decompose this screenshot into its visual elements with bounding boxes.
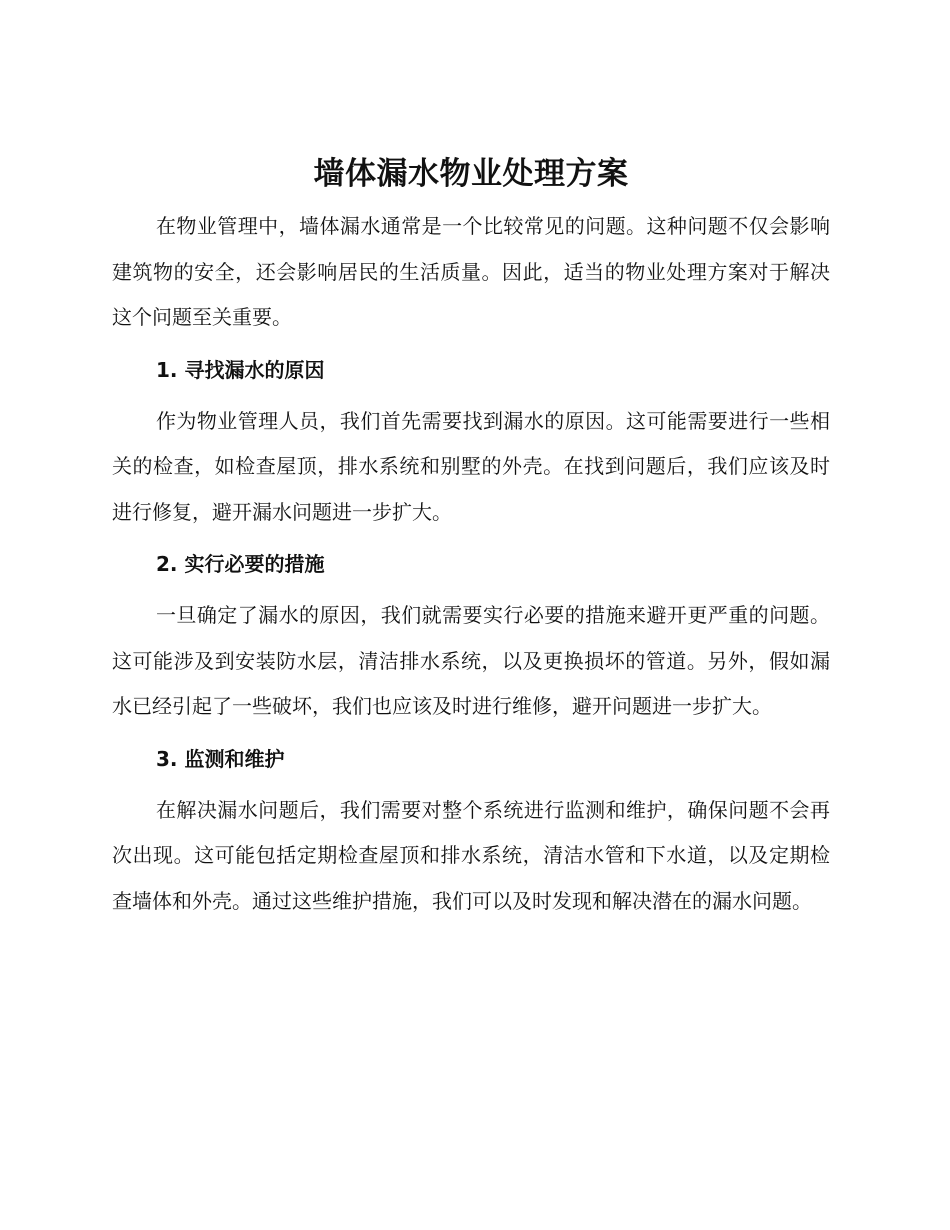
document-content — [112, 150, 830, 924]
intro-paragraph: 在物业管理中，墙体漏水通常是一个比较常见的问题。这种问题不仅会影响建筑物的安全，还会影响居民的生活质量。因此，适当的物业处理方案对于解决这个问题至关重要。 — [112, 214, 830, 329]
section-heading-2: 2. 实行必要的措施 — [156, 552, 325, 576]
section-body-2: 一旦确定了漏水的原因，我们就需要实行必要的措施来避开更严重的问题。这可能涉及到安装防水层，清洁排水系统，以及更换损坏的管道。另外，假如漏水已经引起了一些破坏，我们也应该及时进行维修，避开问题进一步扩大。 — [112, 603, 830, 718]
document-title: 墙体漏水物业处理方案 — [313, 156, 629, 192]
section-heading-3: 3. 监测和维护 — [156, 746, 285, 771]
section-body-1: 作为物业管理人员，我们首先需要找到漏水的原因。这可能需要进行一些相关的检查，如检查屋顶，排水系统和别墅的外壳。在找到问题后，我们应该及时进行修复，避开漏水问题进一步扩大。 — [112, 408, 830, 524]
section-heading-1: 1. 寻找漏水的原因 — [156, 357, 325, 382]
section-body-3: 在解决漏水问题后，我们需要对整个系统进行监测和维护，确保问题不会再次出现。这可能包括定期检查屋顶和排水系统，清洁水管和下水道，以及定期检查墙体和外壳。通过这些维护措施，我们可以及时发现和解决潜在的漏水问题。 — [112, 797, 830, 913]
